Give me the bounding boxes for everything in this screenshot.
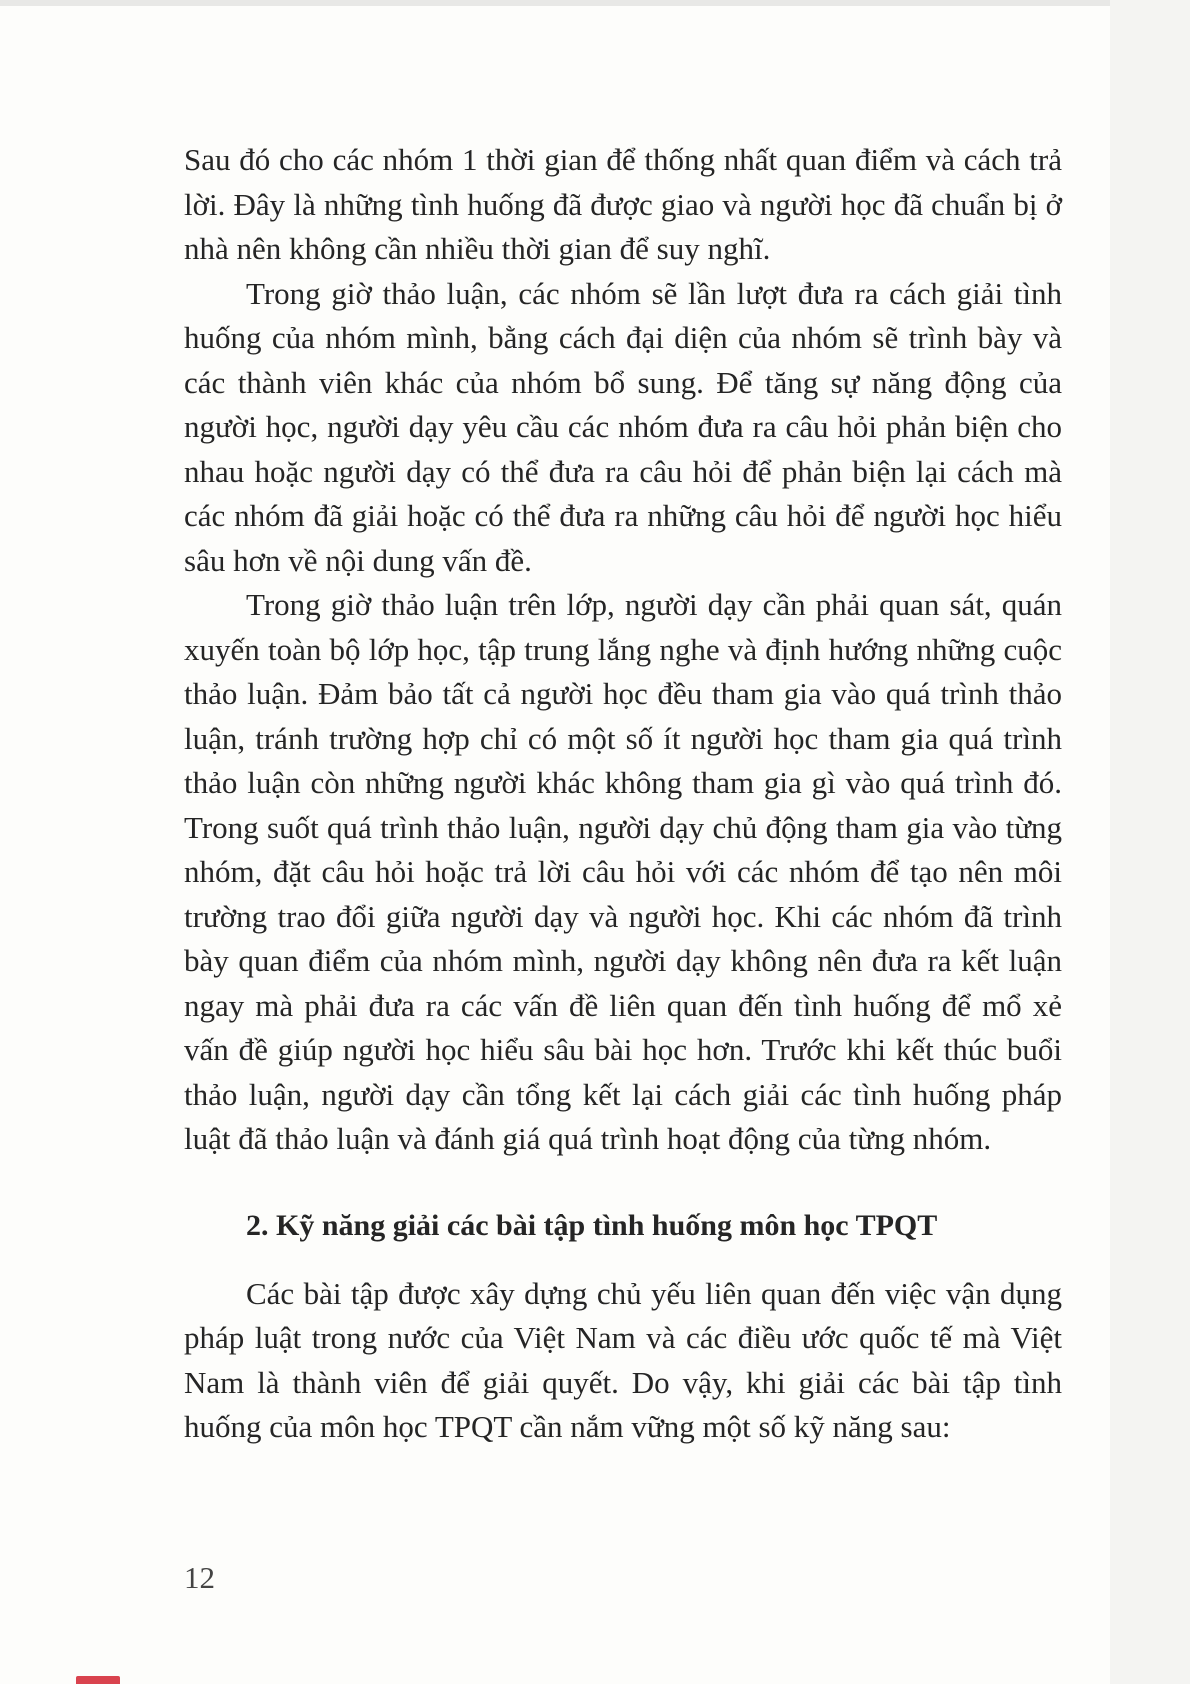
right-scan-edge <box>1110 0 1190 1684</box>
top-scan-edge <box>0 0 1125 6</box>
page-body <box>184 138 1062 1450</box>
paragraph-3: Trong giờ thảo luận trên lớp, người dạy cần phải quan sát, quán xuyến toàn bộ lớp học, tập trung lắng nghe và định hướng những cuộc thảo luận. Đảm bảo tất cả người học đều tham gia vào quá trình thảo luận, tránh trường hợp chỉ có một số ít người học tham gia quá trình thảo luận còn những người khác không tham gia gì vào quá trình đó. Trong suốt quá trình thảo luận, người dạy chủ động tham gia vào từng nhóm, đặt câu hỏi hoặc trả lời câu hỏi với các nhóm để tạo nên môi trường trao đổi giữa người dạy và người học. Khi các nhóm đã trình bày quan điểm của nhóm mình, người dạy không nên đưa ra kết luận ngay mà phải đưa ra các vấn đề liên quan đến tình huống để mổ xẻ vấn đề giúp người học hiểu sâu bài học hơn. Trước khi kết thúc buổi thảo luận, người dạy cần tổng kết lại cách giải các tình huống pháp luật đã thảo luận và đánh giá quá trình hoạt động của từng nhóm. <box>184 587 1062 1156</box>
corner-color-mark <box>76 1676 120 1684</box>
paragraph-1: Sau đó cho các nhóm 1 thời gian để thống nhất quan điểm và cách trả lời. Đây là những tình huống đã được giao và người học đã chuẩn bị ở nhà nên không cần nhiều thời gian để suy nghĩ. <box>184 142 1062 266</box>
paragraph-2: Trong giờ thảo luận, các nhóm sẽ lần lượt đưa ra cách giải tình huống của nhóm mình, bằng cách đại diện của nhóm sẽ trình bày và các thành viên khác của nhóm bổ sung. Để tăng sự năng động của người học, người dạy yêu cầu các nhóm đưa ra câu hỏi phản biện cho nhau hoặc người dạy có thể đưa ra câu hỏi để phản biện lại cách mà các nhóm đã giải hoặc có thể đưa ra những câu hỏi để người học hiểu sâu hơn về nội dung vấn đề. <box>184 275 1062 578</box>
section-heading: 2. Kỹ năng giải các bài tập tình huống môn học TPQT <box>246 1208 938 1242</box>
section-paragraph: Các bài tập được xây dựng chủ yếu liên quan đến việc vận dụng pháp luật trong nước của Việt Nam và các điều ước quốc tế mà Việt Nam là thành viên để giải quyết. Do vậy, khi giải các bài tập tình huống của môn học TPQT cần nắm vững một số kỹ năng sau: <box>184 1275 1062 1444</box>
page-number: 12 <box>184 1560 215 1595</box>
